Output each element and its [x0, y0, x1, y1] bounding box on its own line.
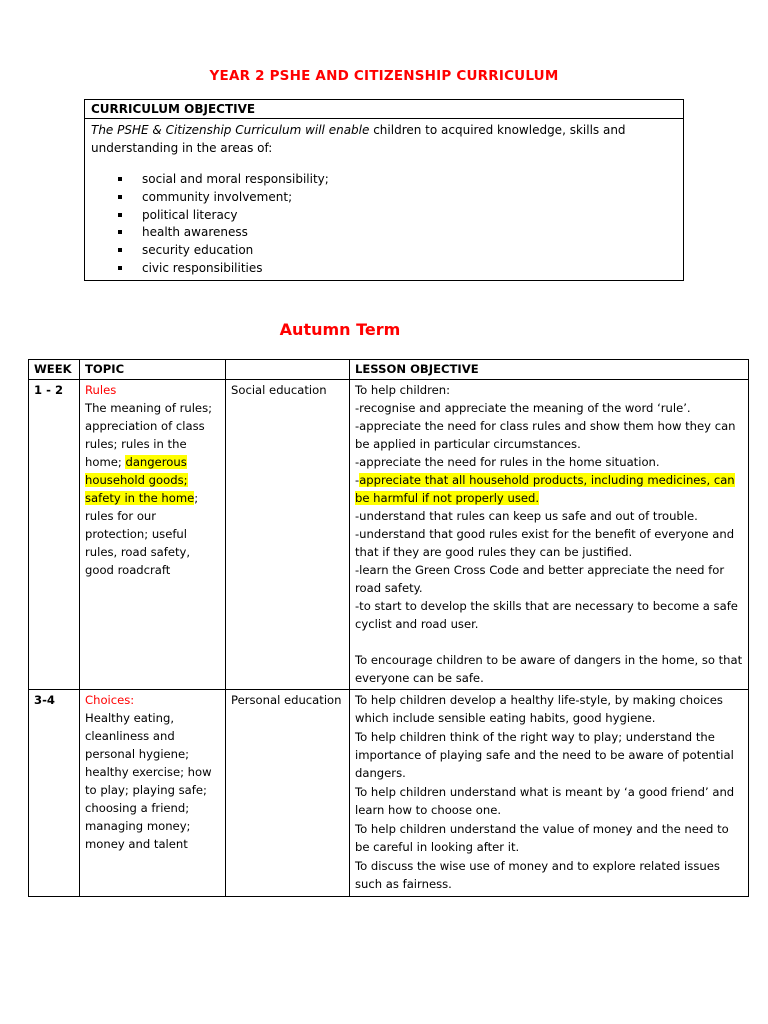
list-item: civic responsibilities [118, 260, 677, 278]
list-item: political literacy [118, 207, 677, 225]
topic-cell [80, 690, 226, 897]
area-cell: Social education [226, 380, 350, 690]
curriculum-table [28, 359, 749, 897]
table-header-row [29, 360, 749, 380]
topic-highlight: dangerous household goods; safety in the home [85, 455, 195, 505]
square-bullet-icon [118, 230, 122, 234]
square-bullet-icon [118, 195, 122, 199]
table-row [29, 690, 749, 897]
list-item: social and moral responsibility; [118, 171, 677, 189]
objective-cell: To help children develop a healthy life-style, by making choices which include sensible eating habits, good hygiene. To help children think of the right way to play; understand the importance of playing safe and the need to be aware of potential dangers. To help children understand what is meant by ‘a good friend’ and learn how to choose one. To help children understand the value of money and the need to be careful in looking after it. To discuss the wise use of money and to explore related issues such as fairness. [350, 690, 749, 897]
objective-area-list [91, 171, 677, 278]
area-cell: Personal education [226, 690, 350, 897]
table-row [29, 380, 749, 690]
list-item: health awareness [118, 224, 677, 242]
header-topic: TOPIC [80, 360, 226, 380]
topic-cell [80, 380, 226, 690]
curriculum-objective-heading: CURRICULUM OBJECTIVE [85, 100, 683, 119]
objective-highlight: appreciate that all household products, including medicines, can be harmful if not properly used. [355, 473, 735, 505]
curriculum-objective-body [85, 119, 683, 278]
topic-text: The meaning of rules; appreciation of class rules; rules in the home; [85, 401, 213, 469]
term-title: Autumn Term [279, 320, 401, 339]
topic-title: Choices: [85, 693, 135, 707]
objective-highlight-line: -appreciate that all household products, including medicines, can be harmful if not properly used. [355, 473, 735, 505]
list-item: community involvement; [118, 189, 677, 207]
week-cell: 3-4 [29, 690, 80, 897]
square-bullet-icon [118, 177, 122, 181]
week-cell: 1 - 2 [29, 380, 80, 690]
square-bullet-icon [118, 266, 122, 270]
curriculum-objective-box [84, 99, 684, 281]
list-item: security education [118, 242, 677, 260]
square-bullet-icon [118, 213, 122, 217]
document-title: YEAR 2 PSHE AND CITIZENSHIP CURRICULUM [209, 68, 559, 84]
topic-text: ; rules for our protection; useful rules, road safety, good roadcraft [85, 491, 199, 577]
objective-intro-rest: children to acquired knowledge, skills and understanding in the areas of: [91, 123, 626, 155]
topic-text: Healthy eating, cleanliness and personal hygiene; healthy exercise; how to play; playing safe; choosing a friend; managing money; money and talent [85, 711, 212, 851]
header-lesson-objective: LESSON OBJECTIVE [350, 360, 749, 380]
header-week: WEEK [29, 360, 80, 380]
header-area [226, 360, 350, 380]
topic-title: Rules [85, 383, 117, 397]
objective-cell: To help children: -recognise and appreciate the meaning of the word ‘rule’. -appreciate the need for class rules and show them how they can be applied in particular circumstances. -appreciate the need for rules in the home situation. -appreciate that all household products, including medicines, can be harmful if not properly used. -understand that rules can keep us safe and out of trouble. -understand that good rules exist for the benefit of everyone and that if they are good rules they can be justified. -learn the Green Cross Code and better appreciate the need for road safety. -to start to develop the skills that are necessary to become a safe cyclist and road user. To encourage children to be aware of dangers in the home, so that everyone can be safe. [350, 380, 749, 690]
objective-intro [91, 121, 677, 157]
square-bullet-icon [118, 248, 122, 252]
objective-intro-italic: The PSHE & Citizenship Curriculum will enable [91, 123, 370, 137]
